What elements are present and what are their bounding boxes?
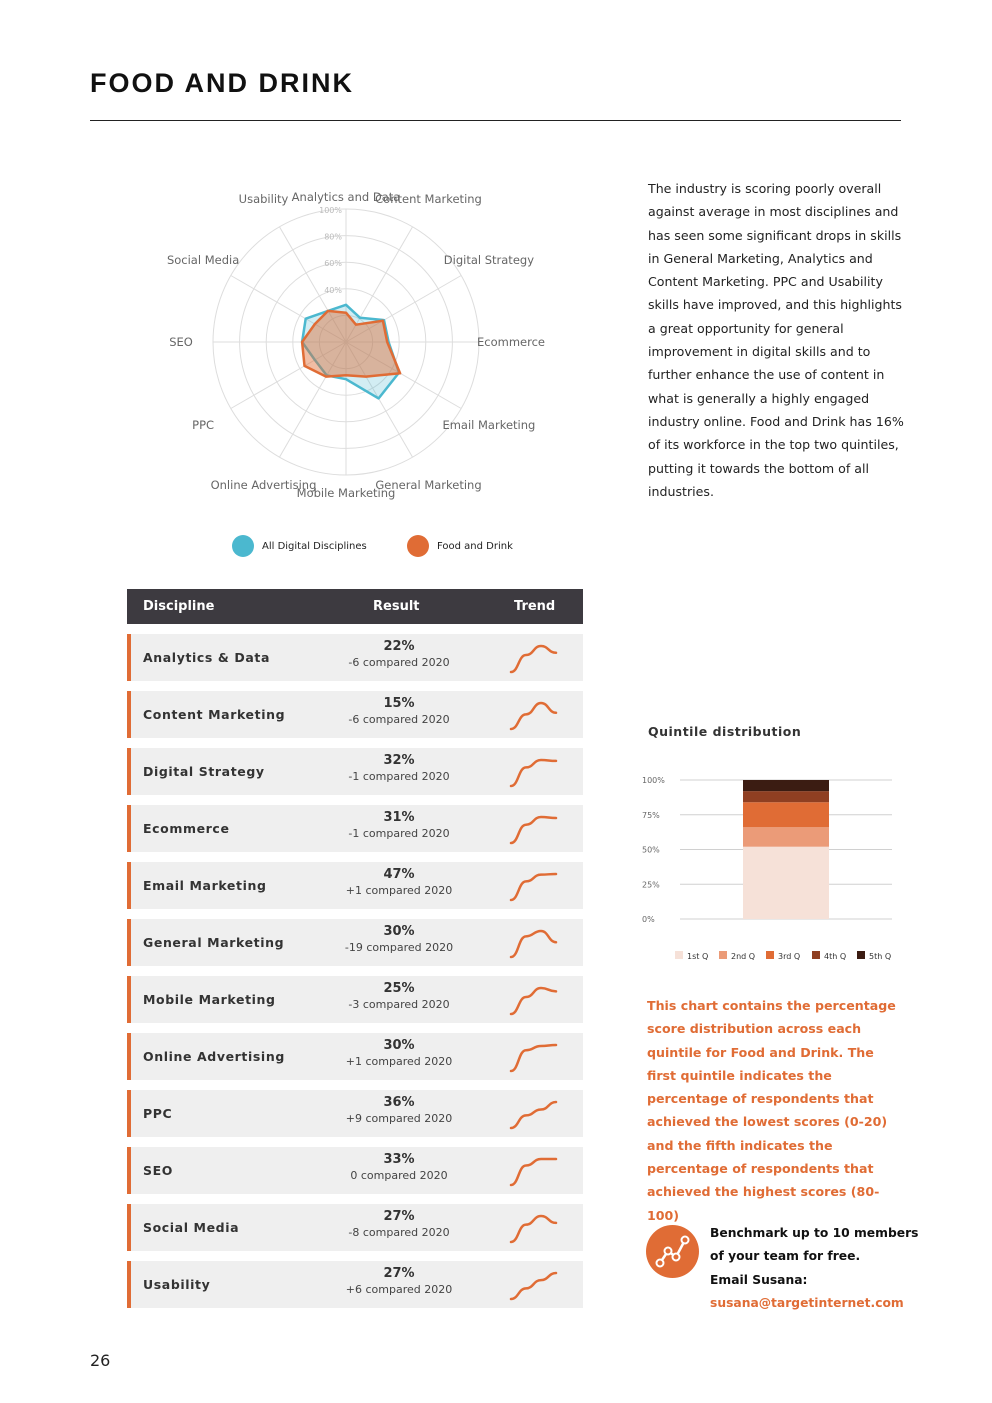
quintile-chart xyxy=(640,770,910,970)
trend-sparkline xyxy=(506,753,566,790)
radar-axis-label: Mobile Marketing xyxy=(296,486,396,500)
result-value: 25% xyxy=(383,981,415,996)
trend-line xyxy=(511,1273,556,1299)
discipline-name: General Marketing xyxy=(143,935,285,950)
trend-sparkline xyxy=(506,981,566,1018)
table-row xyxy=(127,1261,583,1308)
quintile-y-tick: 50% xyxy=(642,845,660,855)
result-cell xyxy=(331,1152,467,1182)
trend-sparkline xyxy=(506,1209,566,1246)
table-row xyxy=(127,1204,583,1251)
legend-label-food-drink: Food and Drink xyxy=(437,540,513,552)
result-comparison: 0 compared 2020 xyxy=(350,1169,448,1182)
quintile-bar-segment-2nd-q xyxy=(743,827,829,846)
result-value: 15% xyxy=(383,696,415,711)
quintile-legend-swatch xyxy=(675,951,683,959)
discipline-name: Content Marketing xyxy=(143,707,286,722)
trend-sparkline xyxy=(506,639,566,676)
trend-sparkline xyxy=(506,1152,566,1189)
result-cell xyxy=(331,810,467,840)
table-row xyxy=(127,634,583,681)
analytics-icon xyxy=(646,1225,699,1278)
trend-sparkline xyxy=(506,1038,566,1075)
discipline-name: Email Marketing xyxy=(143,878,267,893)
trend-line xyxy=(511,1102,556,1128)
quintile-legend-label: 4th Q xyxy=(824,952,847,961)
result-cell xyxy=(331,1266,467,1296)
quintile-legend-swatch xyxy=(812,951,820,959)
quintile-legend-swatch xyxy=(857,951,865,959)
intro-paragraph: The industry is scoring poorly overall against average in most disciplines and has seen some significant drops in skills in General Marketing, Analytics and Content Marketing. PPC and Usability skills have improved, and this highlights a great opportunity for general improvement in digital skills and to further enhance the use of content in what is generally a highly engaged industry online. Food and Drink has 16% of its workforce in the top two quintiles, putting it towards the bottom of all industries. xyxy=(648,181,904,499)
quintile-bar-segment-5th-q xyxy=(743,780,829,791)
table-row xyxy=(127,748,583,795)
discipline-name: Online Advertising xyxy=(143,1049,285,1064)
result-comparison: +1 compared 2020 xyxy=(345,1055,453,1068)
radar-axis-label: Content Marketing xyxy=(375,192,482,207)
trend-line xyxy=(511,703,556,729)
radar-axis-label: General Marketing xyxy=(375,477,482,492)
quintile-y-tick: 0% xyxy=(642,915,655,924)
table-row xyxy=(127,691,583,738)
quintile-bar-segment-4th-q xyxy=(743,791,829,802)
table-header xyxy=(127,589,583,624)
result-value: 36% xyxy=(383,1095,415,1110)
radar-axis-label: Usability xyxy=(238,192,289,207)
table-row xyxy=(127,1090,583,1137)
radar-chart xyxy=(120,165,590,565)
result-cell xyxy=(331,867,467,897)
radar-axis-label: PPC xyxy=(192,417,215,432)
radar-axis-label: Online Advertising xyxy=(210,477,317,492)
trend-line xyxy=(511,931,556,957)
discipline-table xyxy=(127,589,583,1308)
radar-axis-label: Analytics and Data xyxy=(291,190,401,204)
radar-axis-label: SEO xyxy=(169,335,193,349)
page-number: 26 xyxy=(90,1351,111,1370)
result-cell xyxy=(331,981,467,1011)
legend-item-all-digital xyxy=(232,535,367,557)
trend-line xyxy=(511,1045,556,1071)
result-value: 32% xyxy=(383,753,415,768)
radar-ring-label: 100% xyxy=(319,206,342,215)
radar-axis-label: Digital Strategy xyxy=(443,252,535,267)
legend-label-all-digital: All Digital Disciplines xyxy=(262,540,367,552)
result-cell xyxy=(331,639,467,669)
result-cell xyxy=(331,696,467,726)
trend-sparkline xyxy=(506,810,566,847)
page-title: FOOD AND DRINK xyxy=(90,68,354,98)
quintile-legend-label: 3rd Q xyxy=(778,952,801,961)
quintile-title: Quintile distribution xyxy=(648,724,802,739)
trend-line xyxy=(511,874,556,900)
result-value: 22% xyxy=(383,639,415,654)
result-cell xyxy=(331,1095,467,1125)
radar-axis-label: Social Media xyxy=(166,252,240,267)
radar-ring-label: 80% xyxy=(324,232,342,242)
result-value: 30% xyxy=(383,1038,415,1053)
discipline-name: Usability xyxy=(143,1277,211,1292)
result-value: 33% xyxy=(383,1152,415,1167)
table-row xyxy=(127,862,583,909)
trend-sparkline xyxy=(506,867,566,904)
benchmark-email-link[interactable]: susana@targetinternet.com xyxy=(710,1295,904,1310)
result-value: 47% xyxy=(383,867,415,882)
table-row xyxy=(127,1033,583,1080)
result-comparison: -1 compared 2020 xyxy=(348,770,450,783)
trend-sparkline xyxy=(506,1095,566,1132)
header-trend: Trend xyxy=(514,599,556,614)
legend-item-food-drink xyxy=(407,535,513,557)
trend-sparkline xyxy=(506,1266,566,1303)
title-divider xyxy=(90,120,901,121)
quintile-legend-label: 1st Q xyxy=(687,952,709,961)
radar-ring-label: 40% xyxy=(324,285,342,295)
benchmark-text xyxy=(710,1222,918,1315)
trend-line xyxy=(511,1159,556,1185)
table-row xyxy=(127,1147,583,1194)
legend-swatch-all-digital xyxy=(232,535,254,557)
discipline-name: Mobile Marketing xyxy=(143,992,276,1007)
result-comparison: -3 compared 2020 xyxy=(348,998,450,1011)
quintile-y-tick: 75% xyxy=(642,810,660,820)
result-cell xyxy=(331,924,467,954)
trend-sparkline xyxy=(506,696,566,733)
quintile-y-tick: 25% xyxy=(642,880,660,890)
quintile-legend-swatch xyxy=(766,951,774,959)
result-value: 31% xyxy=(383,810,415,825)
result-comparison: -1 compared 2020 xyxy=(348,827,450,840)
radar-chart-svg xyxy=(120,165,590,565)
result-cell xyxy=(331,753,467,783)
trend-line xyxy=(511,817,556,843)
benchmark-line-3: Email Susana: xyxy=(710,1272,808,1287)
radar-ring-label: 60% xyxy=(324,259,342,269)
discipline-name: Digital Strategy xyxy=(143,764,265,779)
quintile-description: This chart contains the percentage score distribution across each quintile for Food and Drink. The first quintile indicates the percentage of respondents that achieved the lowest scores (0-20) and the fifth indicates the percentage of respondents that achieved the highest scores (80-100) xyxy=(647,998,896,1223)
table-row xyxy=(127,805,583,852)
legend-swatch-food-drink xyxy=(407,535,429,557)
discipline-name: SEO xyxy=(143,1163,173,1178)
benchmark-line-1: Benchmark up to 10 members xyxy=(710,1226,919,1240)
trend-line xyxy=(511,646,556,672)
result-comparison: +9 compared 2020 xyxy=(345,1112,453,1125)
result-comparison: -8 compared 2020 xyxy=(348,1226,450,1239)
trend-sparkline xyxy=(506,924,566,961)
result-comparison: +1 compared 2020 xyxy=(345,884,453,897)
trend-line xyxy=(511,760,556,786)
trend-line xyxy=(511,988,556,1014)
result-cell xyxy=(331,1038,467,1068)
quintile-y-tick: 100% xyxy=(642,776,665,785)
quintile-legend-label: 5th Q xyxy=(869,952,892,961)
discipline-name: Ecommerce xyxy=(143,821,230,836)
radar-axis-label: Email Marketing xyxy=(442,417,536,432)
header-discipline: Discipline xyxy=(143,599,215,614)
quintile-legend-label: 2nd Q xyxy=(731,952,756,961)
result-comparison: +6 compared 2020 xyxy=(345,1283,453,1296)
result-comparison: -19 compared 2020 xyxy=(344,941,454,954)
result-value: 27% xyxy=(383,1209,415,1224)
result-value: 27% xyxy=(383,1266,415,1281)
trend-line xyxy=(511,1216,556,1242)
quintile-bar-segment-1st-q xyxy=(743,847,829,919)
discipline-name: Analytics & Data xyxy=(143,650,270,665)
quintile-bar-segment-3rd-q xyxy=(743,802,829,827)
quintile-legend-swatch xyxy=(719,951,727,959)
result-cell xyxy=(331,1209,467,1239)
table-row xyxy=(127,919,583,966)
result-value: 30% xyxy=(383,924,415,939)
table-row xyxy=(127,976,583,1023)
header-result: Result xyxy=(373,599,420,614)
result-comparison: -6 compared 2020 xyxy=(348,656,450,669)
benchmark-line-2: of your team for free. xyxy=(710,1249,861,1264)
radar-axis-label: Ecommerce xyxy=(477,335,545,349)
discipline-name: PPC xyxy=(143,1106,173,1121)
result-comparison: -6 compared 2020 xyxy=(348,713,450,726)
discipline-name: Social Media xyxy=(143,1220,240,1235)
